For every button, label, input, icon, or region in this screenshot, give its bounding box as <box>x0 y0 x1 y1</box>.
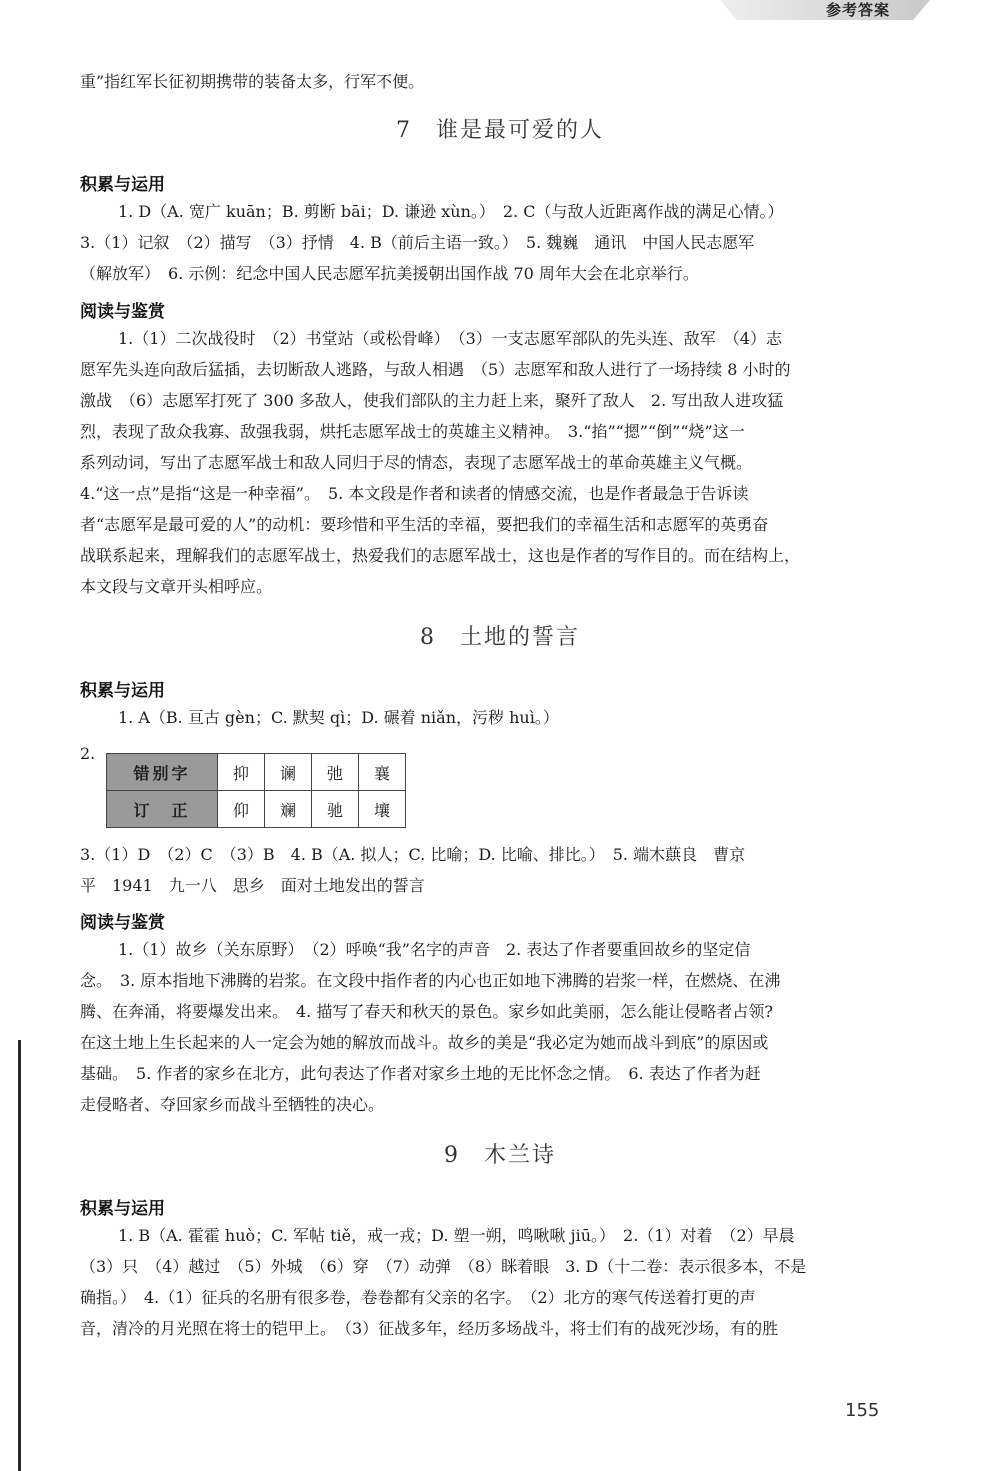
question-number: 2. <box>80 744 96 763</box>
answer-line: 3.（1）D （2）C （3）B 4. B（A. 拟人；C. 比喻；D. 比喻、排比。） 5. 端木蕻良 曹京 <box>80 845 746 864</box>
answer-line: （3）只 （4）越过 （5）外城 （6）穿 （7）动弹 （8）眯着眼 3. D（十二卷：表示很多本，不是 <box>80 1257 807 1276</box>
answer-line: 激战 （6）志愿军打死了 300 多敌人，使我们部队的主力赶上来，聚歼了敌人 2. 写出敌人进攻猛 <box>80 391 784 410</box>
answer-line: 走侵略者、夺回家乡而战斗至牺牲的决心。 <box>80 1095 385 1114</box>
answer-line: 基础。 5. 作者的家乡在北方，此句表达了作者对家乡土地的无比怀念之情。 6. 表达了作者为赶 <box>80 1064 761 1083</box>
answer-line: 本文段与文章开头相呼应。 <box>80 577 273 596</box>
answer-line: 腾、在奔涌，将要爆发出来。 4. 描写了春天和秋天的景色。家乡如此美丽，怎么能让侵略者占领? <box>80 1002 773 1021</box>
table-row <box>107 754 406 791</box>
answer-line: 重”指红军长征初期携带的装备太多，行军不便。 <box>80 72 425 91</box>
header-label: 参考答案 <box>825 1 890 19</box>
answer-line: 1. D（A. 宽广 kuān；B. 剪断 bāi；D. 谦逊 xùn。） 2. C（与敌人近距离作战的满足心情。） <box>118 202 784 221</box>
answer-line: 系列动词，写出了志愿军战士和敌人同归于尽的情态，表现了志愿军战士的革命英雄主义气概。 <box>80 453 753 472</box>
table-header-cell: 订 正 <box>107 791 218 828</box>
answer-line: 愿军先头连向敌后猛插，去切断敌人逃路，与敌人相遇 （5）志愿军和敌人进行了一场持续 8 小时的 <box>80 360 791 379</box>
answer-line: 者“志愿军是最可爱的人”的动机：要珍惜和平生活的幸福，要把我们的幸福生活和志愿军的英勇奋 <box>80 515 769 534</box>
answer-line: 1. B（A. 霍霍 huò；C. 军帖 tiě，戒一戎；D. 塑一朔，鸣啾啾 jiū。） 2.（1）对着 （2）早晨 <box>118 1226 795 1245</box>
answer-line: 确指。） 4.（1）征兵的名册有很多卷，卷卷都有父亲的名字。 （2）北方的寒气传送着打更的声 <box>80 1288 756 1307</box>
table-cell: 弛 <box>312 754 359 791</box>
table-cell: 壤 <box>359 791 406 828</box>
table-cell: 抑 <box>218 754 265 791</box>
answer-line: 3.（1）记叙 （2）描写 （3）抒情 4. B（前后主语一致。） 5. 魏巍 通讯 中国人民志愿军 <box>80 233 755 252</box>
section-title: 9 木兰诗 <box>444 1143 556 1168</box>
table-cell: 襄 <box>359 754 406 791</box>
answer-line: 4.“这一点”是指“这是一种幸福”。 5. 本文段是作者和读者的情感交流，也是作者最急于告诉读 <box>80 484 749 503</box>
answer-line: 1. A（B. 亘古 gèn；C. 默契 qì；D. 碾着 niǎn，污秽 huì。） <box>118 708 559 727</box>
typo-correction-table <box>106 753 406 828</box>
answer-line: （解放军） 6. 示例：纪念中国人民志愿军抗美援朝出国作战 70 周年大会在北京举行。 <box>80 264 699 283</box>
answer-line: 音，清冷的月光照在将士的铠甲上。 （3）征战多年，经历多场战斗，将士们有的战死沙场，有的胜 <box>80 1319 779 1338</box>
table-cell: 仰 <box>218 791 265 828</box>
table-cell: 驰 <box>312 791 359 828</box>
answer-line: 1.（1）故乡（关东原野） （2）呼唤“我”名字的声音 2. 表达了作者要重回故乡的坚定信 <box>118 940 751 959</box>
answer-line: 念。 3. 原本指地下沸腾的岩浆。在文段中指作者的内心也正如地下沸腾的岩浆一样，在燃烧、在沸 <box>80 971 781 990</box>
section-title: 8 土地的誓言 <box>420 625 580 650</box>
subsection-heading: 积累与运用 <box>80 681 165 701</box>
table-header-cell: 错别字 <box>107 754 218 791</box>
binding-rule <box>18 1040 21 1471</box>
subsection-heading: 阅读与鉴赏 <box>80 302 165 322</box>
page-number: 155 <box>845 1400 880 1421</box>
section-title: 7 谁是最可爱的人 <box>396 118 604 143</box>
table-row <box>107 791 406 828</box>
subsection-heading: 积累与运用 <box>80 1199 165 1219</box>
answer-line: 烈，表现了敌众我寡、敌强我弱，烘托志愿军战士的英雄主义精神。 3.“掐”“摁”“倒”“烧”这一 <box>80 422 745 441</box>
table-cell: 谰 <box>265 754 312 791</box>
answer-line: 战联系起来，理解我们的志愿军战士，热爱我们的志愿军战士，这也是作者的写作目的。而在结构上， <box>80 546 801 565</box>
answer-line: 1.（1）二次战役时 （2）书堂站（或松骨峰） （3）一支志愿军部队的先头连、敌军 （4）志 <box>118 329 782 348</box>
subsection-heading: 阅读与鉴赏 <box>80 913 165 933</box>
answer-line: 平 1941 九一八 思乡 面对土地发出的誓言 <box>80 876 425 895</box>
subsection-heading: 积累与运用 <box>80 175 165 195</box>
answer-line: 在这土地上生长起来的人一定会为她的解放而战斗。故乡的美是“我必定为她而战斗到底”的原因或 <box>80 1033 769 1052</box>
table-cell: 斓 <box>265 791 312 828</box>
